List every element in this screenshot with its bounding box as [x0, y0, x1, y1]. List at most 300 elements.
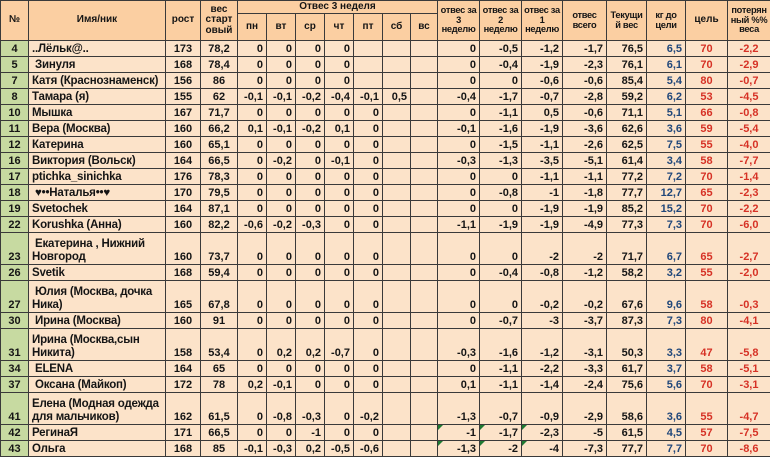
goal-cell[interactable]: 80 [686, 313, 728, 329]
day-wed-cell[interactable]: 0 [296, 57, 325, 73]
day-tue-cell[interactable]: -0,2 [267, 153, 296, 169]
height-cell[interactable]: 173 [166, 41, 201, 57]
loss-week1-cell[interactable]: -0,9 [522, 393, 563, 425]
col-header-height[interactable]: рост [166, 1, 201, 41]
start-weight-cell[interactable]: 78 [201, 377, 238, 393]
loss-total-cell[interactable]: -2,9 [563, 393, 607, 425]
goal-cell[interactable]: 58 [686, 361, 728, 377]
loss-total-cell[interactable]: -3,6 [563, 121, 607, 137]
day-mon-cell[interactable]: 0 [238, 73, 267, 89]
loss-week1-cell[interactable]: -3 [522, 313, 563, 329]
loss-total-cell[interactable]: -2,6 [563, 137, 607, 153]
day-sat-cell[interactable] [383, 313, 411, 329]
loss-total-cell[interactable]: -0,6 [563, 105, 607, 121]
kg-to-goal-cell[interactable]: 7,3 [647, 217, 686, 233]
col-header-day-thu[interactable]: чт [325, 14, 354, 41]
kg-to-goal-cell[interactable]: 6,2 [647, 89, 686, 105]
kg-to-goal-cell[interactable]: 7,3 [647, 313, 686, 329]
height-cell[interactable]: 176 [166, 169, 201, 185]
day-mon-cell[interactable]: 0 [238, 393, 267, 425]
lost-percent-cell[interactable]: -0,3 [728, 281, 770, 313]
start-weight-cell[interactable]: 65,1 [201, 137, 238, 153]
day-sat-cell[interactable] [383, 153, 411, 169]
loss-week1-cell[interactable]: -1,2 [522, 41, 563, 57]
day-mon-cell[interactable]: 0 [238, 329, 267, 361]
row-number-cell[interactable]: 22 [1, 217, 29, 233]
loss-week1-cell[interactable]: -1 [522, 185, 563, 201]
start-weight-cell[interactable]: 66,2 [201, 121, 238, 137]
col-header-day-wed[interactable]: ср [296, 14, 325, 41]
day-sat-cell[interactable] [383, 233, 411, 265]
day-sun-cell[interactable] [411, 281, 438, 313]
start-weight-cell[interactable]: 67,8 [201, 281, 238, 313]
loss-total-cell[interactable]: -0,6 [563, 73, 607, 89]
day-sun-cell[interactable] [411, 41, 438, 57]
day-tue-cell[interactable]: -0,1 [267, 89, 296, 105]
loss-total-cell[interactable]: -2,8 [563, 89, 607, 105]
current-weight-cell[interactable]: 71,1 [607, 105, 647, 121]
height-cell[interactable]: 164 [166, 361, 201, 377]
day-thu-cell[interactable]: 0 [325, 265, 354, 281]
day-sun-cell[interactable] [411, 105, 438, 121]
day-tue-cell[interactable]: -0,2 [267, 217, 296, 233]
loss-total-cell[interactable]: -5 [563, 425, 607, 441]
day-thu-cell[interactable]: 0 [325, 313, 354, 329]
height-cell[interactable]: 164 [166, 201, 201, 217]
name-cell[interactable]: Катерина [29, 137, 166, 153]
lost-percent-cell[interactable]: -4,0 [728, 137, 770, 153]
current-weight-cell[interactable]: 85,4 [607, 73, 647, 89]
day-sat-cell[interactable] [383, 137, 411, 153]
day-thu-cell[interactable]: -0,4 [325, 89, 354, 105]
day-sun-cell[interactable] [411, 137, 438, 153]
day-mon-cell[interactable]: 0,2 [238, 377, 267, 393]
day-thu-cell[interactable]: 0 [325, 185, 354, 201]
col-header-loss-total[interactable]: отвес всего [563, 1, 607, 41]
day-wed-cell[interactable]: -0,2 [296, 89, 325, 105]
name-cell[interactable]: ptichka_sinichka [29, 169, 166, 185]
start-weight-cell[interactable]: 78,4 [201, 57, 238, 73]
day-thu-cell[interactable]: 0 [325, 233, 354, 265]
loss-week2-cell[interactable]: 0 [480, 73, 522, 89]
day-fri-cell[interactable]: 0 [354, 169, 383, 185]
loss-week2-cell[interactable]: 0 [480, 233, 522, 265]
day-thu-cell[interactable]: 0,1 [325, 121, 354, 137]
lost-percent-cell[interactable]: -5,4 [728, 121, 770, 137]
day-wed-cell[interactable]: 0 [296, 73, 325, 89]
day-fri-cell[interactable]: 0 [354, 377, 383, 393]
day-thu-cell[interactable]: 0 [325, 57, 354, 73]
loss-week1-cell[interactable]: -1,9 [522, 217, 563, 233]
kg-to-goal-cell[interactable]: 3,7 [647, 361, 686, 377]
current-weight-cell[interactable]: 76,5 [607, 41, 647, 57]
row-number-cell[interactable]: 10 [1, 105, 29, 121]
loss-total-cell[interactable]: -2,3 [563, 57, 607, 73]
col-header-loss-week2[interactable]: отвес за 2 неделю [480, 1, 522, 41]
day-tue-cell[interactable]: 0 [267, 41, 296, 57]
day-wed-cell[interactable]: -0,3 [296, 217, 325, 233]
day-tue-cell[interactable]: 0 [267, 361, 296, 377]
loss-week1-cell[interactable]: -2,3 [522, 425, 563, 441]
day-tue-cell[interactable]: -0,8 [267, 393, 296, 425]
day-tue-cell[interactable]: 0 [267, 57, 296, 73]
col-header-goal[interactable]: цель [686, 1, 728, 41]
day-sat-cell[interactable] [383, 169, 411, 185]
col-header-week3-group[interactable]: Отвес 3 неделя [238, 1, 438, 14]
loss-total-cell[interactable]: -5,1 [563, 153, 607, 169]
lost-percent-cell[interactable]: -4,5 [728, 89, 770, 105]
loss-total-cell[interactable]: -3,7 [563, 313, 607, 329]
goal-cell[interactable]: 58 [686, 153, 728, 169]
day-mon-cell[interactable]: 0 [238, 281, 267, 313]
col-header-lost-percent[interactable]: потерянный %% веса [728, 1, 770, 41]
loss-week3-cell[interactable]: 0 [438, 233, 480, 265]
day-wed-cell[interactable]: 0 [296, 137, 325, 153]
day-sat-cell[interactable] [383, 57, 411, 73]
loss-total-cell[interactable]: -3,1 [563, 329, 607, 361]
day-sat-cell[interactable] [383, 441, 411, 457]
row-number-cell[interactable]: 27 [1, 281, 29, 313]
day-sun-cell[interactable] [411, 201, 438, 217]
day-mon-cell[interactable]: -0,6 [238, 217, 267, 233]
day-fri-cell[interactable]: 0 [354, 201, 383, 217]
loss-total-cell[interactable]: -0,2 [563, 281, 607, 313]
lost-percent-cell[interactable]: -2,9 [728, 57, 770, 73]
start-weight-cell[interactable]: 82,2 [201, 217, 238, 233]
start-weight-cell[interactable]: 62 [201, 89, 238, 105]
day-thu-cell[interactable]: 0 [325, 41, 354, 57]
day-sat-cell[interactable] [383, 361, 411, 377]
loss-week3-cell[interactable]: 0 [438, 185, 480, 201]
day-tue-cell[interactable]: 0 [267, 105, 296, 121]
goal-cell[interactable]: 70 [686, 441, 728, 457]
goal-cell[interactable]: 70 [686, 201, 728, 217]
height-cell[interactable]: 168 [166, 441, 201, 457]
lost-percent-cell[interactable]: -1,4 [728, 169, 770, 185]
day-mon-cell[interactable]: -0,1 [238, 89, 267, 105]
name-cell[interactable]: Korushka (Анна) [29, 217, 166, 233]
lost-percent-cell[interactable]: -0,8 [728, 105, 770, 121]
day-sun-cell[interactable] [411, 169, 438, 185]
loss-week3-cell[interactable]: -0,3 [438, 153, 480, 169]
col-header-day-mon[interactable]: пн [238, 14, 267, 41]
start-weight-cell[interactable]: 71,7 [201, 105, 238, 121]
name-cell[interactable]: Svetik [29, 265, 166, 281]
day-thu-cell[interactable]: 0 [325, 425, 354, 441]
current-weight-cell[interactable]: 62,5 [607, 137, 647, 153]
name-cell[interactable]: Катя (Краснознаменск) [29, 73, 166, 89]
loss-total-cell[interactable]: -1,2 [563, 265, 607, 281]
day-fri-cell[interactable]: 0 [354, 121, 383, 137]
row-number-cell[interactable]: 41 [1, 393, 29, 425]
start-weight-cell[interactable]: 78,2 [201, 41, 238, 57]
loss-week2-cell[interactable]: -0,4 [480, 57, 522, 73]
col-header-day-tue[interactable]: вт [267, 14, 296, 41]
loss-week1-cell[interactable]: -1,2 [522, 329, 563, 361]
day-thu-cell[interactable]: -0,5 [325, 441, 354, 457]
loss-week1-cell[interactable]: -3,5 [522, 153, 563, 169]
day-tue-cell[interactable]: 0,2 [267, 329, 296, 361]
goal-cell[interactable]: 70 [686, 217, 728, 233]
day-wed-cell[interactable]: 0 [296, 265, 325, 281]
height-cell[interactable]: 162 [166, 393, 201, 425]
kg-to-goal-cell[interactable]: 7,2 [647, 169, 686, 185]
goal-cell[interactable]: 65 [686, 185, 728, 201]
start-weight-cell[interactable]: 86 [201, 73, 238, 89]
name-cell[interactable]: ♥••Наталья••♥ [29, 185, 166, 201]
loss-total-cell[interactable]: -1,9 [563, 201, 607, 217]
day-thu-cell[interactable]: 0 [325, 169, 354, 185]
loss-week3-cell[interactable]: 0 [438, 137, 480, 153]
goal-cell[interactable]: 53 [686, 89, 728, 105]
day-wed-cell[interactable]: 0 [296, 201, 325, 217]
day-wed-cell[interactable]: -1 [296, 425, 325, 441]
name-cell[interactable]: Виктория (Вольск) [29, 153, 166, 169]
day-thu-cell[interactable]: 0 [325, 105, 354, 121]
loss-week1-cell[interactable]: -2,2 [522, 361, 563, 377]
kg-to-goal-cell[interactable]: 6,7 [647, 233, 686, 265]
day-wed-cell[interactable]: 0,2 [296, 441, 325, 457]
start-weight-cell[interactable]: 65 [201, 361, 238, 377]
day-fri-cell[interactable]: 0 [354, 105, 383, 121]
goal-cell[interactable]: 59 [686, 121, 728, 137]
loss-week1-cell[interactable]: -0,6 [522, 73, 563, 89]
day-sun-cell[interactable] [411, 153, 438, 169]
loss-week2-cell[interactable]: -1,9 [480, 217, 522, 233]
goal-cell[interactable]: 66 [686, 105, 728, 121]
loss-week3-cell[interactable]: -1,3 [438, 393, 480, 425]
kg-to-goal-cell[interactable]: 4,5 [647, 425, 686, 441]
day-fri-cell[interactable]: -0,2 [354, 393, 383, 425]
day-sun-cell[interactable] [411, 425, 438, 441]
day-sat-cell[interactable] [383, 41, 411, 57]
day-thu-cell[interactable]: 0 [325, 361, 354, 377]
kg-to-goal-cell[interactable]: 3,6 [647, 121, 686, 137]
day-sun-cell[interactable] [411, 361, 438, 377]
day-fri-cell[interactable] [354, 73, 383, 89]
loss-week1-cell[interactable]: -1,1 [522, 137, 563, 153]
name-cell[interactable]: Ирина (Москва,сын Никита) [29, 329, 166, 361]
current-weight-cell[interactable]: 76,1 [607, 57, 647, 73]
day-sat-cell[interactable] [383, 393, 411, 425]
day-sun-cell[interactable] [411, 265, 438, 281]
loss-week1-cell[interactable]: -2 [522, 233, 563, 265]
day-wed-cell[interactable]: 0 [296, 281, 325, 313]
height-cell[interactable]: 160 [166, 137, 201, 153]
lost-percent-cell[interactable]: -7,7 [728, 153, 770, 169]
start-weight-cell[interactable]: 91 [201, 313, 238, 329]
loss-week3-cell[interactable]: 0 [438, 281, 480, 313]
row-number-cell[interactable]: 4 [1, 41, 29, 57]
current-weight-cell[interactable]: 67,6 [607, 281, 647, 313]
day-mon-cell[interactable]: 0 [238, 57, 267, 73]
day-fri-cell[interactable]: 0 [354, 153, 383, 169]
day-fri-cell[interactable] [354, 57, 383, 73]
day-tue-cell[interactable]: 0 [267, 313, 296, 329]
day-wed-cell[interactable]: -0,2 [296, 121, 325, 137]
loss-total-cell[interactable]: -4,9 [563, 217, 607, 233]
day-fri-cell[interactable]: 0 [354, 329, 383, 361]
row-number-cell[interactable]: 8 [1, 89, 29, 105]
row-number-cell[interactable]: 17 [1, 169, 29, 185]
loss-week3-cell[interactable]: -1,3 [438, 441, 480, 457]
day-tue-cell[interactable]: -0,1 [267, 121, 296, 137]
loss-week3-cell[interactable]: 0 [438, 313, 480, 329]
day-wed-cell[interactable]: 0 [296, 105, 325, 121]
day-tue-cell[interactable]: 0 [267, 201, 296, 217]
row-number-cell[interactable]: 7 [1, 73, 29, 89]
height-cell[interactable]: 156 [166, 73, 201, 89]
height-cell[interactable]: 155 [166, 89, 201, 105]
lost-percent-cell[interactable]: -2,2 [728, 201, 770, 217]
height-cell[interactable]: 168 [166, 57, 201, 73]
loss-week2-cell[interactable]: -0,4 [480, 265, 522, 281]
day-thu-cell[interactable]: 0 [325, 393, 354, 425]
day-sat-cell[interactable] [383, 201, 411, 217]
loss-week2-cell[interactable]: -1,6 [480, 121, 522, 137]
loss-week3-cell[interactable]: 0 [438, 73, 480, 89]
lost-percent-cell[interactable]: -6,0 [728, 217, 770, 233]
row-number-cell[interactable]: 26 [1, 265, 29, 281]
row-number-cell[interactable]: 5 [1, 57, 29, 73]
row-number-cell[interactable]: 34 [1, 361, 29, 377]
day-mon-cell[interactable]: 0 [238, 361, 267, 377]
loss-week3-cell[interactable]: 0 [438, 57, 480, 73]
current-weight-cell[interactable]: 61,5 [607, 425, 647, 441]
day-sun-cell[interactable] [411, 313, 438, 329]
day-mon-cell[interactable]: 0 [238, 185, 267, 201]
loss-week2-cell[interactable]: -1,7 [480, 425, 522, 441]
col-header-day-sun[interactable]: вс [411, 14, 438, 41]
day-sat-cell[interactable] [383, 105, 411, 121]
current-weight-cell[interactable]: 59,2 [607, 89, 647, 105]
day-sun-cell[interactable] [411, 57, 438, 73]
loss-total-cell[interactable]: -1,1 [563, 169, 607, 185]
height-cell[interactable]: 160 [166, 121, 201, 137]
day-mon-cell[interactable]: 0 [238, 201, 267, 217]
loss-total-cell[interactable]: -1,7 [563, 41, 607, 57]
day-fri-cell[interactable]: 0 [354, 233, 383, 265]
day-mon-cell[interactable]: 0 [238, 169, 267, 185]
loss-week1-cell[interactable]: -1,1 [522, 169, 563, 185]
height-cell[interactable]: 171 [166, 425, 201, 441]
day-wed-cell[interactable]: 0 [296, 361, 325, 377]
day-wed-cell[interactable]: 0 [296, 41, 325, 57]
day-fri-cell[interactable]: 0 [354, 313, 383, 329]
day-sat-cell[interactable] [383, 329, 411, 361]
height-cell[interactable]: 160 [166, 217, 201, 233]
height-cell[interactable]: 160 [166, 233, 201, 265]
start-weight-cell[interactable]: 79,5 [201, 185, 238, 201]
row-number-cell[interactable]: 11 [1, 121, 29, 137]
day-fri-cell[interactable]: 0 [354, 361, 383, 377]
row-number-cell[interactable]: 31 [1, 329, 29, 361]
kg-to-goal-cell[interactable]: 6,1 [647, 57, 686, 73]
day-mon-cell[interactable]: 0 [238, 233, 267, 265]
loss-week2-cell[interactable]: 0 [480, 169, 522, 185]
goal-cell[interactable]: 70 [686, 41, 728, 57]
day-thu-cell[interactable]: 0 [325, 281, 354, 313]
col-header-kg-to-goal[interactable]: кг до цели [647, 1, 686, 41]
row-number-cell[interactable]: 43 [1, 441, 29, 457]
current-weight-cell[interactable]: 61,7 [607, 361, 647, 377]
name-cell[interactable]: Svetochek [29, 201, 166, 217]
lost-percent-cell[interactable]: -2,3 [728, 185, 770, 201]
name-cell[interactable]: Мышка [29, 105, 166, 121]
day-wed-cell[interactable]: -0,3 [296, 393, 325, 425]
day-thu-cell[interactable]: -0,7 [325, 329, 354, 361]
day-thu-cell[interactable]: 0 [325, 217, 354, 233]
kg-to-goal-cell[interactable]: 3,2 [647, 265, 686, 281]
day-tue-cell[interactable]: -0,1 [267, 377, 296, 393]
day-wed-cell[interactable]: 0 [296, 185, 325, 201]
goal-cell[interactable]: 80 [686, 73, 728, 89]
loss-week3-cell[interactable]: -1,1 [438, 217, 480, 233]
lost-percent-cell[interactable]: -4,1 [728, 313, 770, 329]
day-fri-cell[interactable]: -0,1 [354, 89, 383, 105]
goal-cell[interactable]: 47 [686, 329, 728, 361]
goal-cell[interactable]: 70 [686, 57, 728, 73]
goal-cell[interactable]: 58 [686, 281, 728, 313]
loss-week2-cell[interactable]: -1,7 [480, 89, 522, 105]
start-weight-cell[interactable]: 85 [201, 441, 238, 457]
name-cell[interactable]: Ольга [29, 441, 166, 457]
day-mon-cell[interactable]: 0 [238, 137, 267, 153]
loss-week3-cell[interactable]: 0 [438, 41, 480, 57]
row-number-cell[interactable]: 19 [1, 201, 29, 217]
current-weight-cell[interactable]: 77,2 [607, 169, 647, 185]
loss-week2-cell[interactable]: -1,5 [480, 137, 522, 153]
kg-to-goal-cell[interactable]: 15,2 [647, 201, 686, 217]
day-mon-cell[interactable]: 0 [238, 41, 267, 57]
day-fri-cell[interactable]: 0 [354, 281, 383, 313]
start-weight-cell[interactable]: 87,1 [201, 201, 238, 217]
day-fri-cell[interactable] [354, 41, 383, 57]
day-sun-cell[interactable] [411, 329, 438, 361]
day-mon-cell[interactable]: 0,1 [238, 121, 267, 137]
loss-week3-cell[interactable]: 0 [438, 265, 480, 281]
kg-to-goal-cell[interactable]: 12,7 [647, 185, 686, 201]
day-sun-cell[interactable] [411, 441, 438, 457]
lost-percent-cell[interactable]: -0,7 [728, 73, 770, 89]
day-wed-cell[interactable]: 0 [296, 377, 325, 393]
current-weight-cell[interactable]: 71,7 [607, 233, 647, 265]
day-mon-cell[interactable]: 0 [238, 425, 267, 441]
day-mon-cell[interactable]: 0 [238, 153, 267, 169]
day-wed-cell[interactable]: 0 [296, 233, 325, 265]
current-weight-cell[interactable]: 58,6 [607, 393, 647, 425]
kg-to-goal-cell[interactable]: 3,3 [647, 329, 686, 361]
day-sun-cell[interactable] [411, 393, 438, 425]
start-weight-cell[interactable]: 61,5 [201, 393, 238, 425]
current-weight-cell[interactable]: 77,3 [607, 217, 647, 233]
loss-week1-cell[interactable]: 0,5 [522, 105, 563, 121]
loss-week3-cell[interactable]: -0,1 [438, 121, 480, 137]
day-sat-cell[interactable]: 0,5 [383, 89, 411, 105]
height-cell[interactable]: 172 [166, 377, 201, 393]
row-number-cell[interactable]: 16 [1, 153, 29, 169]
kg-to-goal-cell[interactable]: 5,4 [647, 73, 686, 89]
day-tue-cell[interactable]: 0 [267, 281, 296, 313]
height-cell[interactable]: 167 [166, 105, 201, 121]
loss-week2-cell[interactable]: 0 [480, 201, 522, 217]
day-thu-cell[interactable]: 0 [325, 137, 354, 153]
loss-week1-cell[interactable]: -1,9 [522, 121, 563, 137]
loss-week2-cell[interactable]: -0,8 [480, 185, 522, 201]
start-weight-cell[interactable]: 78,3 [201, 169, 238, 185]
loss-week2-cell[interactable]: -1,1 [480, 361, 522, 377]
loss-week1-cell[interactable]: -1,9 [522, 57, 563, 73]
